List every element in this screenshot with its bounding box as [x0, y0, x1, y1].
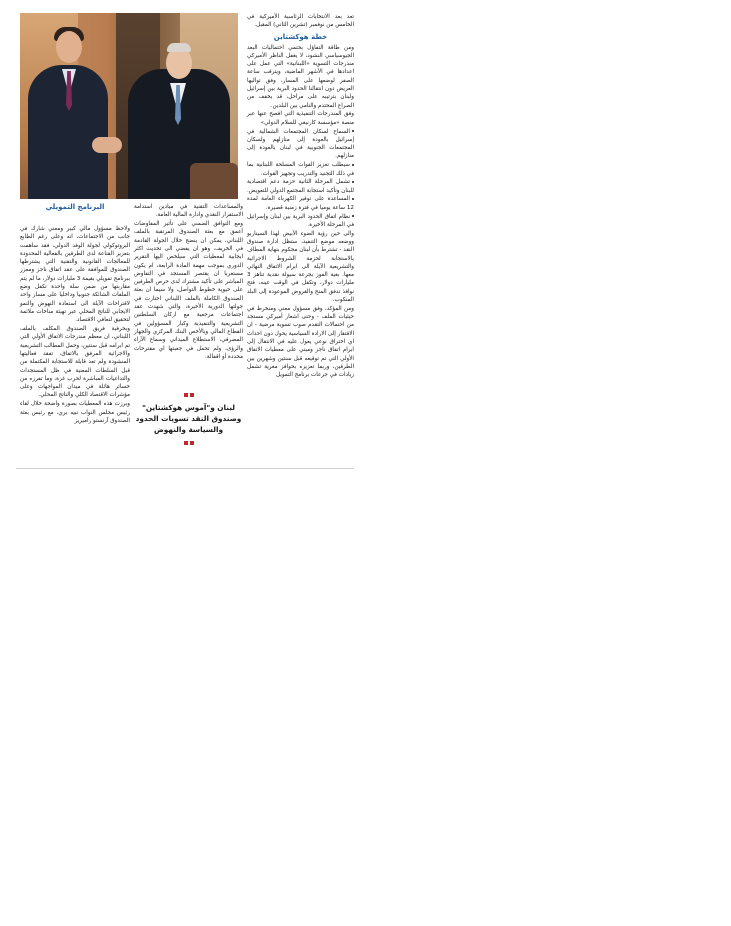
paragraph: ولاحظ مسؤول مالي كبير ومعني شارك في جانب من الاجتماعات، انه وعلى رغم الطابع البروتوكولي لجولة الوفد الدولي، فقد ساهمت بتعزيز القناعة لدى الطرفين بالفعالية المحدودة للمعالجات القانونية والتقنية التي يشترطها الصندوق للموافقة على عقد اتفاق ناجز ومعزز ببرنامج تمويلي بقيمة 3 مليارات دولار، ما لم يتم مقاربتها من ضمن سلة واحدة تكفل وضع الملفات الشائكة جنوبيا وداخليا على مسار واحد لاقتراحات الآيلة الى استعادة النهوض والنمو الايجابي للناتج المحلي عبر تهيئة مناخات ملائمة لتحقيق لتعافي الاقتصاد. — [20, 226, 130, 324]
bullet-icon — [352, 215, 354, 217]
handshake-icon — [92, 137, 122, 153]
face — [56, 31, 82, 63]
bullet-item: سيطلب تعزيز القوات المسلحة اللبنانية بما في ذلك التجنيد والتدريب وتجهيز القوات. — [247, 162, 354, 177]
quote-ornament-bottom — [134, 441, 243, 446]
photo-caption: البرنامج التمويلي — [45, 203, 105, 211]
pull-quote-text: لبنان و"آموس هوكشتاين" وصندوق النقد تسويات الحدود والسياسة والنهوض — [135, 403, 242, 434]
paragraph: ومن المؤكد، وفق مسؤول معني ومنخرط في حيثيات الملف - وحتى اشعار أميركي مستجد من احتمالات التقدم صوب تسوية مرضية - ان الافتقار إلى الارادة السياسية يحول دون احداث اي اختراق نوعي يعول عليه في الانتقال إلى ابرام اتفاق ناجز ومبني على معطيات الاتفاق الأولي التي تم توقيعه قبل سنتين وشهرين بين الطرفين، وربما تعزيزه بحوافز مغرية تشمل زيادات في جرعات برنامج التمويل — [247, 305, 354, 379]
paragraph: تعد بعد الانتخابات الرئاسية الأميركية في الخامس من نوفمبر (تشرين الثاني) المقبل. — [247, 14, 354, 29]
paragraph: ومع التوافق الضمني على تأثير المفاوضات أعمق مع بعثة الصندوق المرتقبة بالملف اللبناني، يمكن ان ينضج خلال الجولة القادمة في الخريف، وهو ان يفضي الى تحديث اكثر ايجابية لمعطيات التي سيلخص اليها التقرير الدوري بموجب مهمة المادة الرابعة، ام يكون مستغربا ان يقتصر المستجد في التفاوض المباشر على تأكيد مشترك لدى حرص الطرفين على حيوية خطوط التواصل، ولا سيما ان بعثة الصندوق الكاملة بالملف اللبناني اختارت في جولتها الدورية الأخيرة، والتي شهدت عقد اجتماعات مرجعية مع اركان السلطتين التشريعية والتنفيذية وكبار المسؤولين في القطاع المالي وبالأخص البنك المركزي والجهاز المصرفي، الاستطلاع الميداني وسماع الآراء والرؤى، ولم تحمل في جعبتها اي مقترحات محددة أو اقفالة. — [134, 221, 243, 360]
bullet-item: المساعدة على توفير الكهرباء العامة لمدة 12 ساعة يوميا في فترة زمنية قصيرة. — [247, 196, 354, 211]
article-column-left — [20, 225, 130, 426]
chair — [190, 163, 238, 199]
paragraph: ومن طاقة التفاؤل بحتمي احتماليات البعد الجيوسياسي النشود، لا يغفل الناظر الأميركي مندرجات التسوية «اللبنانية» التي عمل على اعدادها في الأشهر الماضية، ويترقب ساعة الصفر لوضعها على المسار، وفق تواليها العريض دون انتقالنا الحدود البرية بين إسرائيل ولبنان بترتيبه على مراحل، قد يخفف من الصراع المحتدم والنامي بين البلدين. — [247, 44, 354, 109]
paragraph: وبرزت هذه المعطيات بصورة واضحة خلال لقاء رئيس مجلس النواب نبيه بري، مع رئيس بعثة الصندوق آرنستو راميريز — [20, 401, 130, 424]
handshake-photo — [20, 13, 238, 199]
bullet-icon — [352, 130, 354, 132]
bullet-icon — [352, 181, 354, 183]
bullet-item: نظام اتفاق الحدود البرية بين لبنان وإسرائيل في المرحلة الأخيرة. — [247, 213, 354, 228]
paragraph: وفق المندرجات التنفيذية التي افصح عنها عبر منصة «مؤسسة كارنيغي للسلام الدولي» — [247, 111, 354, 126]
section-subheading: خطة هوكشتاين — [273, 32, 328, 41]
bullet-icon — [352, 198, 354, 200]
newspaper-page — [16, 10, 354, 468]
quote-ornament-top — [134, 393, 243, 398]
hair — [167, 43, 191, 52]
article-column-right — [247, 13, 354, 380]
bullet-item: تشمل المرحلة الثانية حزمة دعم اقتصادية للبنان وتأكيد استجابة المجتمع الدولي للتعويض. — [247, 179, 354, 194]
pull-quote — [134, 393, 243, 446]
paragraph: وبحرفية فريق الصندوق المكلف بالملف اللبناني، ان معظم مندرجات الاتفاق الأولي التي تم ابرامه قبل سنتين، وحمل المطالب التشريعية والاجرائية المرفق بالاتفاق، تفقد فعاليتها المنشودة ولم تعد قابلة للاستجابة المكتملة من قبل السلطات المعنية في ظل المستجدات والتداعيات المباشرة لحرب غزة، وما تفرزه من خسائر هائلة في ميدان المواجهات وعلى مؤشرات الاقتصاد الكلي والناتج المحلي. — [20, 326, 130, 399]
red-square-icon — [184, 441, 188, 445]
bullet-icon — [352, 164, 354, 166]
paragraph: والمساعدات التقنية في ميادين استدامة الاستقرار النقدي وادارة المالية العامة. — [134, 204, 243, 219]
red-square-icon — [190, 441, 194, 445]
red-square-icon — [190, 393, 194, 397]
article-column-middle — [134, 203, 243, 362]
paragraph: والى حين رؤية الضوء الأبيض لهذا السيناريو ووضعه موضع التنفيذ، ستظل ادارة صندوق النقد - تشترط بأن لبنان محكوم بنهاية المطاف بالاستجابة لحزمة الشروط الاجرائية والتشريعية الآيلة الى ابرام الاتفاق النهائي معها. بغية الفوز بجرعة سيولة نقدية تناهز 3 مليارات دولار، وتكفل في الوقت عينه، فتح نوافذ تدفق المنح والقروض الموعودة إلى البلد المنكوب. — [247, 230, 354, 303]
red-square-icon — [184, 393, 188, 397]
bottom-divider — [16, 468, 354, 469]
bullet-item: السماح لسكان المجتمعات الشمالية في إسرائيل بالعودة إلى منازلهم ولسكان المجتمعات الجنوبية في لبنان بالعودة إلى منازلهم. — [247, 128, 354, 160]
